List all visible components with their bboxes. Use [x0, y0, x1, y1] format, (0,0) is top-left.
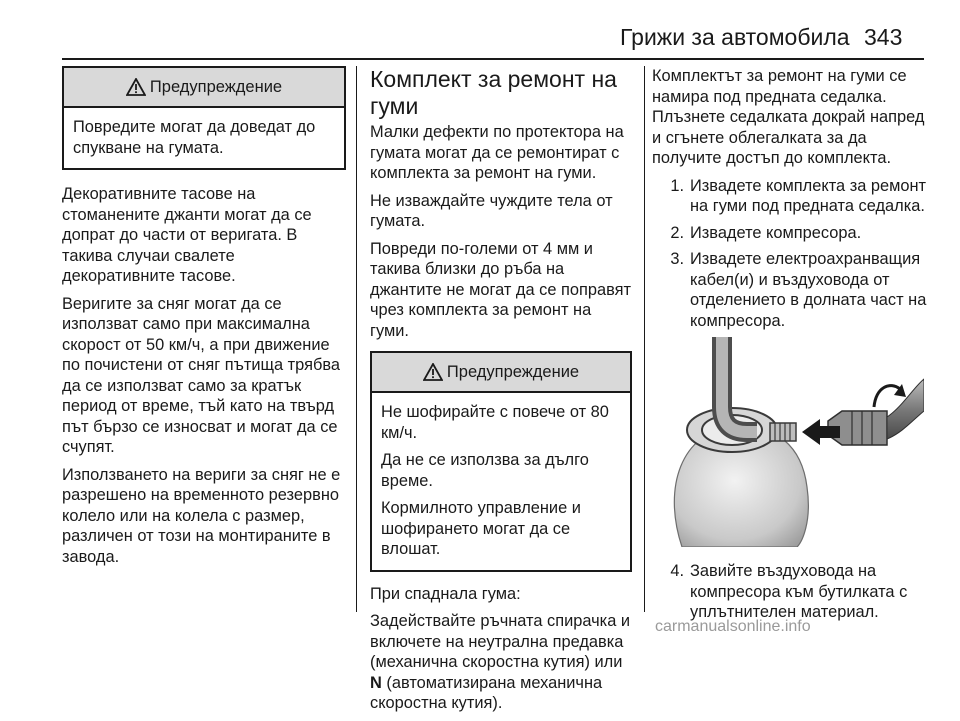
list-item: 4. Завийте въздуховода на компресора към бутилката с уплътнителен материал.: [670, 562, 908, 621]
steps-list-continued: [652, 561, 932, 623]
list-item: 1. Извадете комплекта за ремонт на гуми под предната седалка.: [670, 176, 927, 215]
column-divider-1: [356, 66, 357, 612]
warning-text: Кормилното управление и шофирането могат да се влошат.: [381, 499, 581, 558]
column-right: [652, 66, 932, 629]
section-heading: Комплект за ремонт на гуми: [370, 66, 617, 119]
warning-title: Предупреждение: [446, 362, 580, 381]
paragraph-final: [370, 611, 632, 714]
paragraph: Не изваждайте чуждите тела от гумата.: [370, 191, 613, 230]
paragraph: Декоративните тасове на стоманените джанти могат да се допрат до части от веригата. В такива случаи свалете декоративните тасове.: [62, 185, 312, 285]
warning-title: Предупреждение: [149, 77, 283, 96]
warning-box: [370, 351, 632, 572]
warning-box: [62, 66, 346, 170]
watermark: carmanualsonline.info: [655, 618, 811, 635]
header-rule: [62, 58, 924, 60]
final-text-pre: Задействайте ръчната спирачка и включете на неутрална предавка (механична скоростна кутия) или: [370, 612, 631, 671]
list-item: 2. Извадете компресора.: [670, 223, 862, 242]
warning-text: Повредите могат да доведат до спукване на гумата.: [73, 118, 316, 157]
warning-text: Не шофирайте с повече от 80 км/ч.: [381, 403, 609, 442]
column-divider-2: [644, 66, 645, 612]
column-left: [62, 66, 346, 574]
steps-list: [652, 176, 932, 332]
warning-header: [64, 68, 344, 108]
warning-icon: [423, 363, 443, 381]
warning-header: [372, 353, 630, 393]
final-text-post: (автоматизирана механична скоростна кутия).: [370, 673, 603, 712]
column-middle: [370, 66, 632, 721]
paragraph: При спаднала гума:: [370, 584, 521, 603]
header-title: Грижи за автомобила: [620, 24, 850, 50]
compressor-illustration: [662, 337, 924, 547]
paragraph: Използването на вериги за сняг не е разрешено на временното резервно колело или на колела с размер, различен от този на монтираните в завода.: [62, 465, 341, 566]
paragraph: Повреди по-големи от 4 мм и такива близки до ръба на джантите не могат да се поправят чрез комплекта за ремонт на гуми.: [370, 239, 631, 340]
paragraph: Комплектът за ремонт на гуми се намира под предната седалка. Плъзнете седалката докрай напред и сгънете облегалката за да получите достъп до комплекта.: [652, 67, 925, 167]
warning-text: Да не се използва за дълго време.: [381, 451, 589, 490]
warning-icon: [126, 78, 146, 96]
compressor-drawing-icon: [662, 337, 924, 547]
list-item: 3. Извадете електроахранващия кабел(и) и въздуховода от отделението в долната част на компресора.: [670, 250, 927, 330]
page-number: 343: [864, 24, 903, 50]
paragraph: Веригите за сняг могат да се използват само при максимална скорост от 50 км/ч, а при движение по почистени от сняг пътища трябва да се използват само за кратък период от време, тъй като на твърд път бързо се износват и могат да се счупят.: [62, 294, 341, 456]
paragraph: Малки дефекти по протектора на гумата могат да се ремонтират с комплекта за ремонт на гуми.: [370, 123, 624, 182]
gear-n-label: N: [370, 673, 382, 692]
